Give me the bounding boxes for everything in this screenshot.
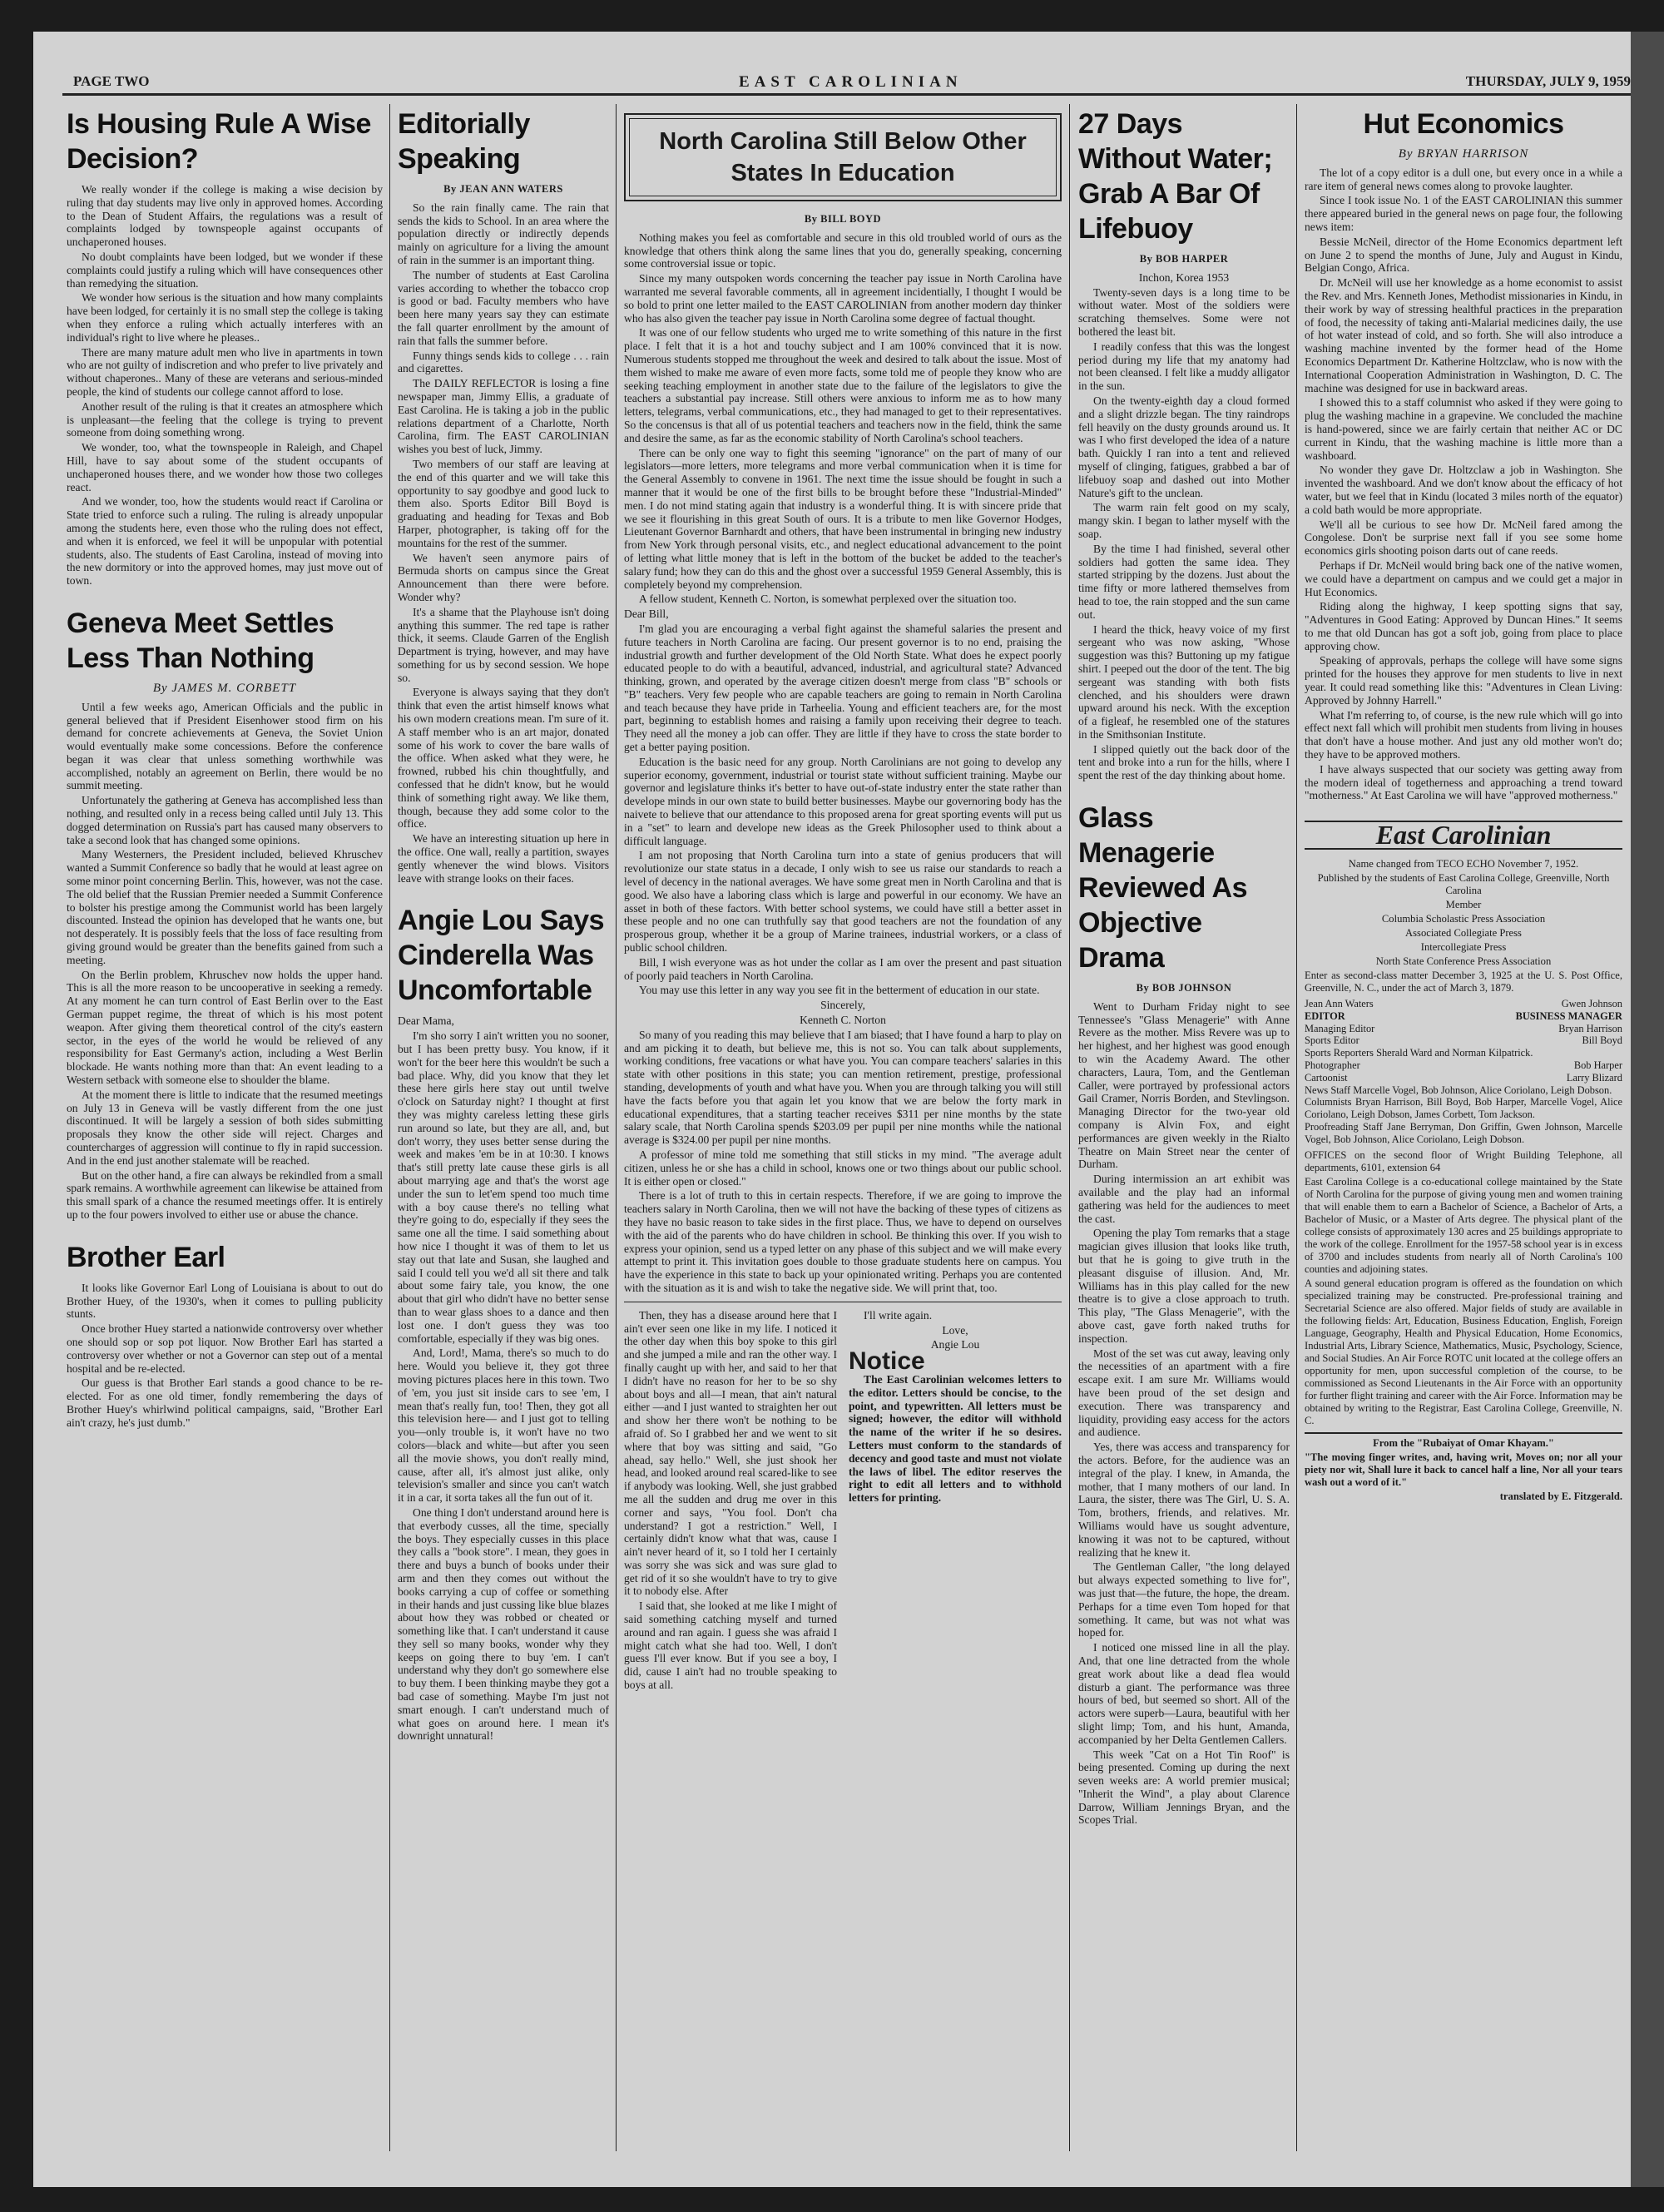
issue-date: THURSDAY, JULY 9, 1959	[1465, 73, 1631, 89]
paragraph: I noticed one missed line in all the play. And, that one line detracted from the whole great work about like a dead flea would disturb a giant. The performance was three hours of bed, but seemed so short. All of the actors were superb—Laura, beautiful with her slight limp; Tom, and his hunt, Amanda, accompanied by her Delta Gentlemen Callers.	[1078, 1641, 1290, 1746]
staff-row	[1305, 1096, 1622, 1121]
offices-note: OFFICES on the second floor of Wright Building Telephone, all departments, 6101, extension 64	[1305, 1148, 1622, 1173]
article-housing	[67, 107, 383, 588]
column-5	[1305, 107, 1622, 2154]
staff-row	[1305, 1072, 1622, 1084]
paragraph: The lot of a copy editor is a dull one, but every once in a while a rare item of general news comes along to provoke laughter.	[1305, 166, 1622, 192]
paragraph: Since my many outspoken words concerning the teacher pay issue in North Carolina have warranted me several favorable comments, all in agreement incidentially, I thought I would be so bold to print one letter mailed to the EAST CAROLINIAN from another modern day thinker who has also given the teacher pay issue in North Carolina some degree of factual thought.	[624, 272, 1062, 325]
byline: By JEAN ANN WATERS	[443, 183, 563, 195]
paragraph: Since I took issue No. 1 of the EAST CAROLINIAN this summer there appeared buried in the general news on page four, the following news item:	[1305, 194, 1622, 233]
paragraph: We really wonder if the college is making a wise decision by ruling that day students may live only in approved homes. According to the Dean of Student Affairs, the regulations was a result of complaints lodged by townspeople against occupants of unchaperoned houses.	[67, 183, 383, 249]
editor-titles	[1305, 1010, 1622, 1023]
flag-title: East Carolinian	[1375, 820, 1552, 851]
signature: Angie Lou	[930, 1338, 980, 1352]
article-geneva	[67, 606, 383, 1222]
closing: Love,	[942, 1323, 968, 1337]
headline: Glass Menagerie Reviewed As Objective Drama	[1078, 802, 1247, 975]
staff-name: Bryan Harrison, Bill Boyd, Bob Harper, Marcelle Vogel, Alice Coriolano, Leigh Dobson, James Corbett, Tom Jackson.	[1305, 1096, 1622, 1121]
paragraph: A professor of mine told me something that still sticks in my mind. "The average adult citizen, unless he or she has a child in school, knows one or two things about our public school. It is either open or closed."	[624, 1148, 1062, 1188]
paragraph: I heard the thick, heavy voice of my first sergeant who was now asking, "Whose suggestion was this? Buttoning up my fatigue shirt. I peeped out the door of the tent. The big sergeant was standing with both fists clenched, and his shoulders were drawn upward around his neck. With the exception of a figleaf, he resembled one of the statures in the Smithsonian Institute.	[1078, 622, 1290, 741]
paragraph: Another result of the ruling is that it creates an atmosphere which is unpleasant—the feeling that the college is trying to prevent someone from doing something wrong.	[67, 399, 383, 439]
college-about-2: A sound general education program is offered as the foundation on which specialized training may be constructed. Pre-professional training and Secretarial Science are also offered. Major fields of study are available in the following fields: Art, Education, Business Education, English, Foreign Language, Geography, Health and Physical Education, Home Economics, Industrial Arts, Library Science, Mathematics, Music, Psychology, Science, and Social Studies. An Air Force ROTC unit located at the college offers an opportunity for men, upon successful completion of the course, to be commissioned as Second Lieutenants in the Air Force with an opportunity for further flight training and career with the Air Force. Information may be obtained by writing to the Registrar, East Carolina College, Greenville, N. C.	[1305, 1277, 1622, 1426]
paragraph: Our guess is that Brother Earl stands a good chance to be re-elected. For as one old timer, fondly remembering the days of Brother Huey's whirlwind political campaigns, said, "Brother Earl ain't crazy, he's just dumb."	[67, 1376, 383, 1429]
paragraph: Education is the basic need for any group. North Carolinians are not going to develop any superior economy, government, industrial or tourist state without sufficient training. Maybe our governor and legislature thinks it's better to have out-of-state industry enter the state rather than develope minds in our own state to build better businesses. Maybe our governoring body has the naivete to believe that our attendance to this proposed arena for great sporting events will put us in a "set" to learn and develope new ideas as the Greek Philosopher used to think about a difficult language.	[624, 755, 1062, 847]
staff-role: Columnists	[1305, 1096, 1352, 1108]
column-divider	[1069, 104, 1070, 2151]
article-education	[624, 113, 1062, 1295]
staff-name: Larry Blizard	[1566, 1071, 1622, 1084]
paragraph: I showed this to a staff columnist who asked if they were going to plug the washing machine in a grapevine. We concluded the machine is hand-powered, since we are fairly certain that neither AC or DC current in Kindu, that the washing machine is little more than a washboard.	[1305, 396, 1622, 462]
angie-continued-2	[849, 1309, 1062, 1694]
paragraph: But on the other hand, a fire can always be rekindled from a small spark remains. A worthwhile agreement can likewise be attained from this small spark of a chance the resumed meetings offer. It is entirely up to the four powers involved to either use or abuse the chance.	[67, 1168, 383, 1221]
bm-name: Gwen Johnson	[1561, 998, 1622, 1010]
byline: By JAMES M. CORBETT	[152, 681, 297, 695]
staff-role: Sports Reporters	[1305, 1047, 1374, 1059]
scan-edge	[1631, 32, 1664, 2187]
paragraph: We'll all be curious to see how Dr. McNeil fared among the Congolese. Don't be surprise next fall if you see some home economics girls shooting poison darts out of cane reeds.	[1305, 518, 1622, 558]
info-line: Member	[1445, 899, 1482, 911]
paragraph: Until a few weeks ago, American Officials and the public in general believed that if President Eisenhower stood firm on his demand for concrete achievements at Geneva, the Soviet Union would eventually make some concessions. Before the conference began it was clear that unless something worthwhile was accomplished, notably an agreement on Berlin, there would be no summit meeting.	[67, 700, 383, 792]
paragraph: During intermission an art exhibit was available and the play had an informal gathering was held for the audiences to meet the cast.	[1078, 1173, 1290, 1225]
paragraph: By the time I had finished, several other soldiers had gotten the same idea. They started stripping by the dozens. Just about the time fifty or more lathered themselves from head to toe, the rain stopped and the sun came out.	[1078, 542, 1290, 621]
paragraph: There is a lot of truth to this in certain respects. Therefore, if we are going to improve the teachers salary in North Carolina, then we will not have the backing of these types of citizens as they have no basic reason to take sides in the first place. Thus, we have to depend on ourselves with the aid of the parents who do have children in school. Be thinking this over. If you wish to express your opinion, send us a typed letter on any phase of this subject and we will make every attempt to print it. This invitation goes double to those graduate students here on campus. You have the experience in this state to back up your opinionated writing. Perhaps you are contented with the situation as it is and wish to take the negative side. We will print that, too.	[624, 1189, 1062, 1294]
paragraph: We have an interesting situation up here in the office. One wall, really a partition, swayes gently whenever the wind blows. Visitors leave with strange looks on their faces.	[398, 832, 609, 885]
header-rule	[62, 93, 1631, 96]
paragraph: There are many mature adult men who live in apartments in town who are not guilty of indiscretion and who prefer to live privately and without chaperones.. Many of these are veterans and serious-minded people, the kind of students our college cannot afford to lose.	[67, 345, 383, 398]
paragraph: Nothing makes you feel as comfortable and secure in this old troubled world of ours as the knowledge that others think along the same lines that you do, generally speaking, concerning some controversial issue or topic.	[624, 231, 1062, 270]
staff-name: Sherald Ward and Norman Kilpatrick.	[1376, 1047, 1533, 1059]
paragraph: The Gentleman Caller, "the long delayed but always expected something to live for", was just that—the future, the hope, the dream. Perhaps for a time even Tom hoped for that something. It came, but was not what was hoped for.	[1078, 1560, 1290, 1639]
paragraph: One thing I don't understand around here is that everbody cusses, all the time, specially the boys. They especially cusses in this place they calls a "book store". I mean, they goes in there and buys a bunch of books under their arm and then they comes out without the books carrying a cup of coffee or something in their hands and just cussing like blue blazes about how they was robbed or cheated or something like that. I can't understand it cause they sell so many books, wonder why they keeps on going there to buy 'em. I can't understand why they don't go somewhere else to buy them. I been thinking maybe they got a bad case of something. Maybe I'm just not smart enough. I can't understand much of what goes on around here. I mean it's downright unnatural!	[398, 1505, 609, 1743]
headline: Is Housing Rule A Wise Decision?	[67, 108, 371, 175]
staff-box	[1305, 821, 1622, 1502]
paragraph: No doubt complaints have been lodged, but we wonder if these complaints could justify a ruling which will have consequences other than remedying the situation.	[67, 250, 383, 290]
column-1	[67, 107, 383, 2154]
paragraph: On the Berlin problem, Khruschev now holds the upper hand. This is all the more reason to be uncooperative in seeking a remedy. At any moment he can turn control of East Berlin over to the East German puppet regime, the threat of which is his most potent weapon. After giving them theoretical control of the city's eastern sector, in the eyes of the world he would be relieved of any responsibility for East Germany's action, including a West Berlin blockade. He wants nothing more than that: An event leading to a Western setback with someone else to shoulder the blame.	[67, 968, 383, 1087]
paragraph: Once brother Huey started a nationwide controversy over whether one should sop or sop pot liquor. Now Brother Earl has started a controversy over whether or not a Governor can step out of a mental hospital and be re-elected.	[67, 1322, 383, 1375]
entered-note: Enter as second-class matter December 3, 1925 at the U. S. Post Office, Greenville, N. C., under the act of March 3, 1879.	[1305, 970, 1622, 994]
paragraph: So many of you reading this may believe that I am biased; that I have found a harp to play on and am picking it to death, but believe me, this is not so. You can talk about supplements, working conditions, free vacations or what have you. You can compare teachers' salaries in this state with other positions in this state; you can mention retirement, prestige, professional standing, developments of youth and what have you. When you are through talking you will still have the facts before you that again let you know that we are below the forty mark in educational expenditures, that a starting teacher receives $311 per nine months by the state salary scale, that North Carolina spends $203.09 per pupil per nine months while the national average is $324.00 per pupil per nine months.	[624, 1028, 1062, 1147]
paragraph: I'm glad you are encouraging a verbal fight against the shameful salaries the present and future teachers in North Carolina are facing. Our present governor is to no end, praising the industrial growth and further development of the Old North State. What does he expect poorly educated people to do with a beautiful, advanced, industrial, and agricultural state? Advanced thinking, grown, and operated by the average citizen doesn't merge from class "B" schools or "B" teachers. Very few people who are capable teachers are going to remain in North Carolina and teach because they have pride in Tarheelia. Young and efficient teachers are, for the most part, beginning to establish homes and raising a family upon receiving their degree to teach. They need all the money a job can offer. They are little if they have to cross the state border to get a better paying position.	[624, 622, 1062, 754]
paragraph: Twenty-seven days is a long time to be without water. Most of the soldiers were scratching themselves. Some were not bothered the least bit.	[1078, 285, 1290, 338]
verse-credit: translated by E. Fitzgerald.	[1499, 1490, 1622, 1502]
letter-closing: Sincerely,	[820, 999, 865, 1012]
info-line: North State Conference Press Association	[1375, 955, 1552, 968]
paragraph: I am not proposing that North Carolina turn into a state of genius producers that will revolutionize our state status in a decade, I only wish to see us raise our standards to reach a level of decency in the national averages. We have some great men in North Carolina and that is good. We also have a laboring class which is large and powerful in our economy. We have an asset in both of these factors. With better school systems, we could have still a better asset in these people and no one can truthfully say that good teachers are not the foundation of any prosperous group, whether it be a group of Marine trainees, industrial workers, or a class of public school children.	[624, 849, 1062, 955]
staff-row	[1305, 1059, 1622, 1072]
paragraph: Riding along the highway, I keep spotting signs that say, "Adventures in Good Eating: Approved by Duncan Hines." It seems to me that old Duncan has got a soft job, going from place to place approving chow.	[1305, 600, 1622, 652]
info-line: Name changed from TECO ECHO November 7, 1952.	[1348, 858, 1579, 870]
staff-row	[1305, 1084, 1622, 1097]
dateline: Inchon, Korea 1953	[1138, 270, 1230, 284]
column-2	[398, 107, 609, 2154]
headline: Hut Economics	[1363, 108, 1564, 140]
flag-box	[1305, 821, 1622, 850]
staff-role: News Staff	[1305, 1084, 1351, 1096]
paragraph: Funny things sends kids to college . . . rain and cigarettes.	[398, 349, 609, 375]
staff-role: Photographer	[1305, 1059, 1360, 1072]
staff-row	[1305, 1047, 1622, 1059]
paragraph: Then, they has a disease around here that I ain't ever seen one like in my life. I noticed it the other day when this boy spoke to this girl and she jumped a mile and ran the other way. I finally caught up with her, and said to her that I didn't have no reason for her to be so shy about boys and all—I mean, that ain't natural either —and I just wanted to straighten her out and show her there won't be nothing to be afraid of. So I grabbed her and we went to sit where that boy was sitting and said, "Go ahead, say hello." Well, she just shook her head, and looked around real scared-like to see if anybody was looking. Well, she just grabbed me all the sudden and drug me over in this corner and says, "You fool. Don't cha understand? I got a restriction." Well, I certainly didn't know what that was, cause I ain't never heard of it, so I told her I certainly was sorry she was sick and was sure glad to get rid of it so she wouldn't have to try to give it to nobody else. After	[624, 1308, 837, 1598]
boxed-headline	[624, 113, 1062, 201]
verse-box	[1305, 1432, 1622, 1503]
staff-row	[1305, 1034, 1622, 1047]
paragraph: A fellow student, Kenneth C. Norton, is somewhat perplexed over the situation too.	[639, 593, 1017, 606]
page-number: PAGE TWO	[73, 73, 150, 89]
column-divider	[1296, 104, 1297, 2151]
letter-salutation: Dear Bill,	[624, 608, 669, 621]
paragraph: Yes, there was access and transparency for the actors. Before, for the audience was an integral of the play. I knew, in Amanda, the mother, that I many mothers of our land. In Laura, the sister, there was The Girl, U. S. A. Tom, brothers, friends, and relatives. Mr. Williams would have us sought adventure, knowing it was not to be captured, without realizing that he knew it.	[1078, 1441, 1290, 1559]
paragraph: Perhaps if Dr. McNeil would bring back one of the native women, we could have a department on campus and we could get a major in Hut Economics.	[1305, 558, 1622, 598]
staff-name: Bob Harper	[1573, 1059, 1622, 1072]
paragraph: Two members of our staff are leaving at the end of this quarter and we will take this opportunity to say goodbye and good luck to them also. Sports Editor Bill Boyd is graduating and heading for Texas and Bob Harper, photographer, is taking off for the mountains for the rest of the summer.	[398, 457, 609, 549]
paragraph: At the moment there is little to indicate that the resumed meetings on July 13 in Geneva will be vastly different from the one just discontinued. It will be largely a session of both sides submitting proposals they know the other side will reject. Charges and countercharges of aggression will continue to fly in rapid succession. And in the end just another stalemate will be reached.	[67, 1088, 383, 1167]
paragraph: You may use this letter in any way you see fit in the betterment of education in our state.	[639, 984, 1040, 997]
paragraph: No wonder they gave Dr. Holtzclaw a job in Washington. She invented the washboard. And we don't know about the efficacy of hot water, but we feel that in Kindu (located 3 miles north of the equator) a cold bath would be more appropriate.	[1305, 464, 1622, 516]
headline: Geneva Meet Settles Less Than Nothing	[67, 607, 334, 674]
paragraph: I slipped quietly out the back door of the tent and broke into a run for the hills, where I spent the rest of the day thinking about home.	[1078, 742, 1290, 782]
editor-name: Jean Ann Waters	[1305, 998, 1374, 1010]
paragraph: I have always suspected that our society was getting away from the modern ideal of togetherness and approaching a trend toward "motherness." At East Carolina we will have "approved motherness."	[1305, 762, 1622, 802]
byline: By BOB HARPER	[1139, 253, 1229, 265]
paragraph: Speaking of approvals, perhaps the college will have some signs printed for the houses they approve for men students to live in next year. It could read something like this: "Adventures in Clean Living: Approved by Johnny Harrell."	[1305, 654, 1622, 707]
info-line: Published by the students of East Carolina College, Greenville, North Carolina	[1317, 872, 1610, 897]
paragraph: I readily confess that this was the longest period during my life that my anatomy had not been cleansed. I felt like a muddy alligator in the sun.	[1078, 340, 1290, 393]
paragraph: Many Westerners, the President included, believed Khruschev wanted a Summit Conference so badly that he would at least agree on some minor point concerning Berlin. This, however, was not the case. The old belief that the Russian Premier needed a Summit Conference to bolster his prestige among the Communist world has been largely discounted. Instead the opinion has developed that he wants one, but not desperately. It is possibly feels that the loss of face resulting from giving ground would be greater than the benefits gained from such a meeting.	[67, 848, 383, 966]
paragraph: And we wonder, too, how the students would react if Carolina or State tried to enforce such a ruling. The ruling is already unpopular among the students here, even those who the ruling does not effect, and when it is enforced, we feel it will be unpopular with potential students, also. The students of East Carolina, instead of moving into the new dormitory or into the approved homes, may just move out of town.	[67, 495, 383, 588]
lower-split	[624, 1309, 1062, 1694]
paragraph: It's a shame that the Playhouse isn't doing anything this summer. The red tape is rather thick, it seems. Claude Garren of the English Department is trying, however, and may have something for us by second session. We hope so.	[398, 605, 609, 684]
editor-title: EDITOR	[1305, 1009, 1345, 1022]
staff-role: Sports Editor	[1305, 1034, 1359, 1047]
paragraph: So the rain finally came. The rain that sends the kids to School. In an area where the population directly or indirectly depends mainly on agriculture for a living the amount of rain in the summer is an important thing.	[398, 201, 609, 266]
college-about: East Carolina College is a co-educational college maintained by the State of North Carolina for the purpose of giving young men and women training that will enable them to earn a Bachelor of Science, a Bachelor of Arts, a Bachelor of Music, or a Master of Arts degree. The physical plant of the college consists of approximately 130 acres and 25 buildings appropriate to the work of the college. Enrollment for the 1957-58 school year is in excess of 3700 and includes students from nearly all of North Carolina's 100 counties and adjoining states.	[1305, 1175, 1622, 1275]
info-line: Columbia Scholastic Press Association	[1381, 913, 1546, 925]
paragraph: Everyone is always saying that they don't think that even the artist himself knows what his own modern creations mean. I'm sure of it. A staff member who is an art major, donated some of his work to cover the bare walls of the office. When asked what they were, he frowned, rubbed his chin thoughtfully, and confessed that he didn't know, but he would think of something right away. We like them, though, because they add some color to the office.	[398, 686, 609, 831]
staff-name: Jane Berryman, Don Griffin, Gwen Johnson, Marcelle Vogel, Bob Johnson, Alice Coriolano, Leigh Dobson.	[1305, 1121, 1622, 1145]
headline: Angie Lou Says Cinderella Was Uncomfortable	[398, 905, 605, 1007]
article-hut-economics	[1305, 107, 1622, 802]
info-line: Intercollegiate Press	[1420, 941, 1507, 954]
paragraph: What I'm referring to, of course, is the new rule which will go into effect next fall which will prohibit men students from living in houses that don't have a house mother. And just any old mother won't do; they have to be approved mothers.	[1305, 708, 1622, 761]
letter-signature: Kenneth C. Norton	[800, 1014, 886, 1027]
page-header	[73, 73, 1639, 93]
article-glass-menagerie	[1078, 801, 1290, 1827]
article-editorially-speaking	[398, 107, 609, 885]
paragraph: Dr. McNeil will use her knowledge as a home economist to assist the Rev. and Mrs. Kenneth Jones, Methodist missionaries in Kindu, in their work by way of stressing healthful practices in the preparation of food, the necessity of taking anti-Malarial medicines daily, the use of hot water instead of cold, and so forth. She will also introduce a washing machine invented by the former head of the Home Economics Department Dr. Katherine Holtzclaw, who is now with the International Cooperation Administration in Washington, D. C. The machine was designed for use in backward areas.	[1305, 276, 1622, 394]
byline: By BILL BOYD	[804, 213, 882, 225]
verse-text: "The moving finger writes, and, having writ, Moves on; nor all your piety nor wit, Shall lure it back to cancel half a line, Nor all your tears wash out a word of it."	[1305, 1451, 1622, 1488]
byline: By BOB JOHNSON	[1136, 982, 1232, 994]
paragraph: The DAILY REFLECTOR is losing a fine newspaper man, Jimmy Ellis, a graduate of East Carolina. He is taking a job in the public relations department of a Charlotte, North Carolina, firm. The EAST CAROLINIAN wishes you best of luck, Jimmy.	[398, 377, 609, 456]
paragraph: Went to Durham Friday night to see Tennessee's "Glass Menagerie" with Anne Revere as the mother. Miss Revere was up to her highest, and her highest was good enough to win the Academy Award. The other characters, Laura, Tom, and the Gentleman Caller, were portrayed by professional actors Gail Cramer, Norris Borden, and Stevlingson. Managing Director for the two-year old company is Alvin Fox, and eight performances are given weekly in the Rialto Theatre on Main Street near the center of Durham.	[1078, 999, 1290, 1171]
paragraph: It was one of our fellow students who urged me to write something of this nature in the first place. I felt that it is a hot and touchy subject and I am 100% convinced that it is now. Numerous students stopped me throughout the week and desired to talk about the issue. Most of them wished to make me aware of even more facts, some told me of people they know who are seeking teaching employment in another state due to the failure of the legislators to give the teachers a substantial pay increase. Still others were anxious to inform me as to how many letters, telegrams, verbal communications, etc., they had managed to get to their representatives. So the concensus is that all of us potential teachers and teachers now in the field, think the same and desire the same, as far as the economic stability of North Carolina's school teachers.	[624, 326, 1062, 444]
staff-row	[1305, 1023, 1622, 1035]
headline: Editorially Speaking	[398, 108, 530, 175]
paragraph: Opening the play Tom remarks that a stage magician gives illusion that looks like truth, but that he is going to give truth in the pleasant disguise of illusion. And, Mr. Williams has in this play called for the new theatre is to give a close approach to truth. This play, "The Glass Menagerie", with the above cast, gave forth naked truths for inspection.	[1078, 1227, 1290, 1345]
column-divider	[616, 104, 617, 2151]
paragraph: The warm rain felt good on my scaly, mangy skin. I began to lather myself with the soap.	[1078, 501, 1290, 540]
paragraph: We wonder, too, what the townspeople in Raleigh, and Chapel Hill, have to say about some of the student occupants of unchaperoned houses there, and we wonder how those two colleges react.	[67, 441, 383, 493]
article-angie-lou	[398, 903, 609, 1743]
column-4	[1078, 107, 1290, 2154]
paragraph: There can be only one way to fight this seeming "ignorance" on the part of many of our legislators—more letters, more telegrams and more verbal communication when it is time for the General Assembly to convene in 1961. The next time the issue should be fought in such a manner that it would be one of the first bills to be brought before these "Industrial-Minded" men. I do not mind stating again that industry is a wonderful thing. It is with sincere pride that we see it flourishing in this great South of ours. It is a tribute to men like Governor Hodges, Lieutenant Governor Barnhardt and others, that have been instrumental in bringing new industry from New York through personal visits, etc., and neglect educational advancement to the point of letting what little money that is left in the bottom of the bucket be added to the teacher's salary fund; how they can do this and the ghost over a successful 1959 General Assembly, this is completely beyond my comprehension.	[624, 446, 1062, 591]
paragraph: It looks like Governor Earl Long of Louisiana is about to out do Brother Huey, of the 1930's, when it comes to pulling publicity stunts.	[67, 1281, 383, 1321]
headline: North Carolina Still Below Other States In Education	[629, 118, 1057, 196]
paragraph: I'll write again.	[864, 1308, 933, 1322]
paragraph: We wonder how serious is the situation and how many complaints have been lodged, for certainly it is no small step the college is taking when they enforce a ruling which actually interferes with an individual's right to live where he pleases..	[67, 291, 383, 344]
notice-box	[849, 1347, 1062, 1505]
paragraph: And, Lord!, Mama, there's so much to do here. Would you believe it, they got three moving pictures places here in this town. Two of 'em, you just sit inside cars to see 'em, I mean that's really fun, too! Then, they got all this television here— and I just got to telling you—only trouble is, it won't have no two colors—black and white—but after you seen all the movie shows, you don't really mind, cause, after all, it's almost just alike, only television's smaller and since you can't watch it in a car, it sorta takes all the fun out of it.	[398, 1347, 609, 1505]
article-brother-earl	[67, 1240, 383, 1430]
staff-role: Proofreading Staff	[1305, 1121, 1383, 1133]
paper-name: EAST CAROLINIAN	[739, 73, 963, 91]
headline: Notice	[849, 1347, 925, 1376]
angie-continued	[624, 1309, 837, 1694]
paragraph: We haven't seen anymore pairs of Bermuda shorts on campus since the Great Announcement than there were before. Wonder why?	[398, 551, 609, 603]
paragraph: Bessie McNeil, director of the Home Economics department left on June 2 to spend the months of June, July and August in Kindu, Belgian Congo, Africa.	[1305, 235, 1622, 275]
bm-title: BUSINESS MANAGER	[1515, 1009, 1622, 1022]
staff-name: Bryan Harrison	[1558, 1022, 1622, 1034]
paragraph: Unfortunately the gathering at Geneva has accomplished less than nothing, and resulted only in a recess being called until July 13. This dogged determination on Russia's part has caused many observers to take a second look that has changed some opinions.	[67, 794, 383, 846]
column-divider	[389, 104, 390, 2151]
staff-name: Bill Boyd	[1582, 1034, 1622, 1047]
salutation: Dear Mama,	[398, 1014, 454, 1028]
paragraph: I said that, she looked at me like I might of said something catching myself and turned around and ran again. I guess she was afraid I might catch what she had too. Well, I don't guess I'll ever know. But if you see a boy, I did, cause I ain't had no trouble speaking to boys at all.	[624, 1599, 837, 1692]
paragraph: Most of the set was cut away, leaving only the necessities of an apartment with a fire escape exit. I am sure Mr. Williams would have been proud of the set design and execution. There was transparency and liquidity, providing easy access for the actors and audience.	[1078, 1347, 1290, 1439]
notice-text: The East Carolinian welcomes letters to the editor. Letters should be concise, to the point, and typewritten. All letters must be signed; however, the editor will withhold the name of the writer if he so desires. Letters must conform to the standards of decency and good taste and must not violate the laws of libel. The editor reserves the right to edit all letters and to withhold letters for printing.	[849, 1372, 1062, 1505]
staff-list	[1305, 1023, 1622, 1146]
staff-name: Marcelle Vogel, Bob Johnson, Alice Coriolano, Leigh Dobson.	[1353, 1084, 1612, 1096]
staff-role: Managing Editor	[1305, 1022, 1375, 1034]
byline: By BRYAN HARRISON	[1398, 147, 1529, 161]
staff-role: Cartoonist	[1305, 1071, 1348, 1084]
paragraph: Bill, I wish everyone was as hot under the collar as I am over the present and past situation of poorly paid teachers in North Carolina.	[624, 955, 1062, 982]
editor-names	[1305, 998, 1622, 1010]
paragraph: The number of students at East Carolina varies according to whether the tobacco crop is good or bad. Faculty members who have been here many years say they can estimate the fall quarter enrollment by the amount of rain that falls the summer before.	[398, 268, 609, 347]
headline: Brother Earl	[67, 1241, 225, 1273]
verse-intro: From the "Rubaiyat of Omar Khayam."	[1373, 1436, 1554, 1449]
column-3	[624, 107, 1062, 2154]
headline: 27 Days Without Water; Grab A Bar Of Lifebuoy	[1078, 108, 1273, 245]
paragraph: This week "Cat on a Hot Tin Roof" is being presented. Coming up during the next seven weeks are: A world premier musical; "Inherit the Wind", a play about Clarence Darrow, William Jennings Bryan, and the Scopes Trial.	[1078, 1748, 1290, 1827]
info-line: Associated Collegiate Press	[1405, 927, 1522, 940]
article-lifebuoy	[1078, 107, 1290, 782]
paragraph: On the twenty-eighth day a cloud formed and a slight drizzle began. The tiny raindrops fell heavily on the dusty grounds around us. It was I who first developed the idea of a nature bath. Quickly I ran into a tent and relieved myself of clinging, fatigues, grabbed a bar of lifebuoy soap and dashed out into Mother Nature's gift to the unclean.	[1078, 394, 1290, 499]
paragraph: I'm sho sorry I ain't written you no sooner, but I has been pretty busy. You know, if it won't for the beer here this wouldn't be such a bad place. Why, did you know that they let these here girls here stay out until twelve o'clock on Saturday night? I thought at first they was mighty careless letting these girls run around so late, but they are all, and, but don't worry, they uses better sense during the week and makes 'em be in at 10:30. I knows that's still pretty late cause these girls is all about marrying age and that's the worst age under the sun to let'em spend too much time with a boy cause there's no telling what they're going to do, especially if they sees the same one all the time. I said something about how nice I thought it was of them to let us stay out that late and Susan, she laughed and said I could tell you we'd all sit there and talk about some fairy tale, you know, the one about that girl who didn't have no better sense than to wear glass shoes to a dance and then lost one. I don't guess they was too comfortable, especially if they was big ones.	[398, 1029, 609, 1345]
staff-row	[1305, 1121, 1622, 1146]
